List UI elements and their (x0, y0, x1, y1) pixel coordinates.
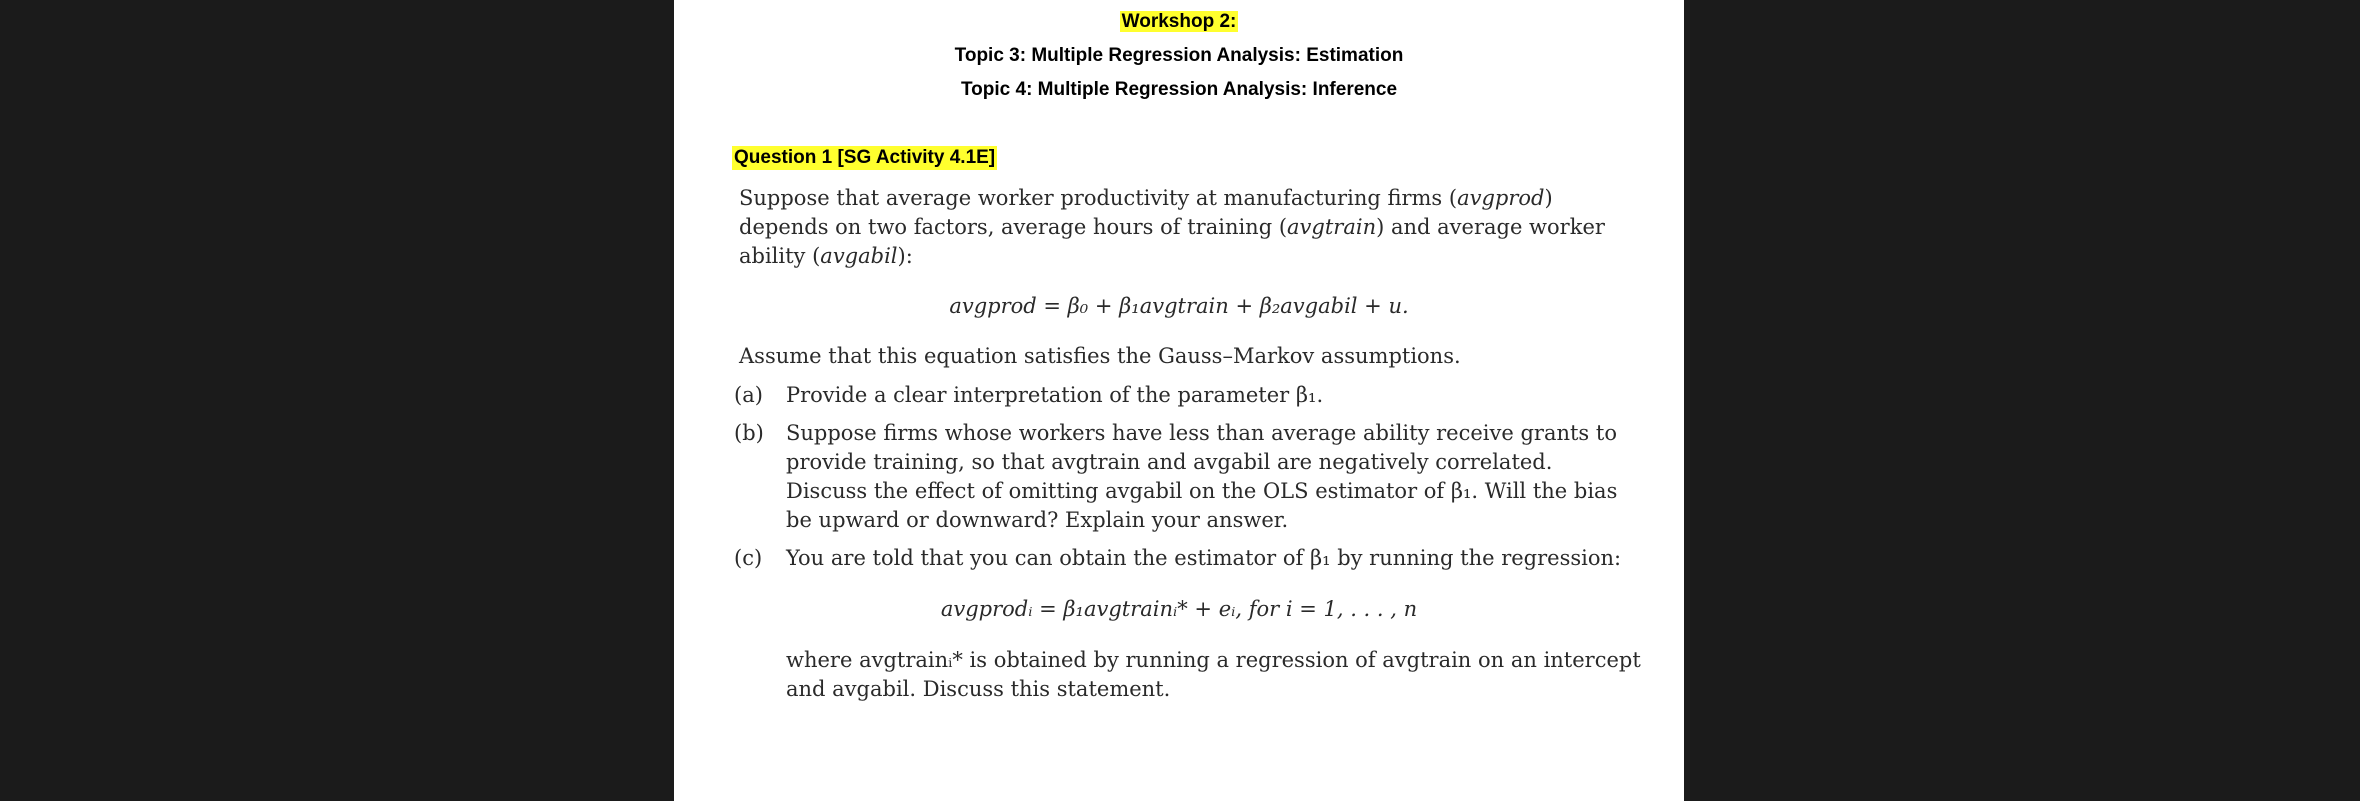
part-b-line-2: provide training, so that avgtrain and avgabil are negatively correlated. (786, 450, 1553, 474)
part-b-line-1: Suppose firms whose workers have less than average ability receive grants to (786, 421, 1617, 445)
document-page (674, 0, 1684, 801)
intro-line-2: depends on two factors, average hours of training (avgtrain) and average worker (739, 215, 1605, 239)
intro-paragraph (739, 184, 1639, 271)
workshop-heading (674, 10, 1684, 34)
question-title: Question 1 [SG Activity 4.1E] (734, 147, 996, 168)
part-c-after-line-2: and avgabil. Discuss this statement. (786, 677, 1171, 701)
part-b-text (786, 419, 1666, 535)
part-b-line-4: be upward or downward? Explain your answer. (786, 508, 1289, 532)
intro-line-1: Suppose that average worker productivity at manufacturing firms (avgprod) (739, 186, 1553, 210)
part-a-label: (a) (734, 383, 763, 407)
assumption-text: Assume that this equation satisfies the Gauss–Markov assumptions. (739, 344, 1461, 368)
part-c-text: You are told that you can obtain the estimator of β₁ by running the regression: (786, 546, 1622, 570)
topic4-heading: Topic 4: Multiple Regression Analysis: Inference (960, 79, 1398, 100)
part-a-text: Provide a clear interpretation of the parameter β₁. (786, 383, 1324, 407)
intro-line-3: ability (avgabil): (739, 244, 913, 268)
part-c-equation: avgprodᵢ = β₁avgtrainᵢ* + eᵢ, for i = 1, . . . , n (940, 597, 1418, 621)
part-b-label: (b) (734, 421, 764, 445)
topic3-heading: Topic 3: Multiple Regression Analysis: Estimation (954, 45, 1404, 66)
part-c-followup (786, 646, 1666, 704)
regression-equation: avgprod = β₀ + β₁avgtrain + β₂avgabil + u. (949, 294, 1409, 318)
workshop-title: Workshop 2: (1121, 11, 1237, 32)
part-c-after-line-1: where avgtrainᵢ* is obtained by running a regression of avgtrain on an intercept (786, 648, 1641, 672)
part-b-line-3: Discuss the effect of omitting avgabil on the OLS estimator of β₁. Will the bias (786, 479, 1618, 503)
part-c-label: (c) (734, 546, 763, 570)
